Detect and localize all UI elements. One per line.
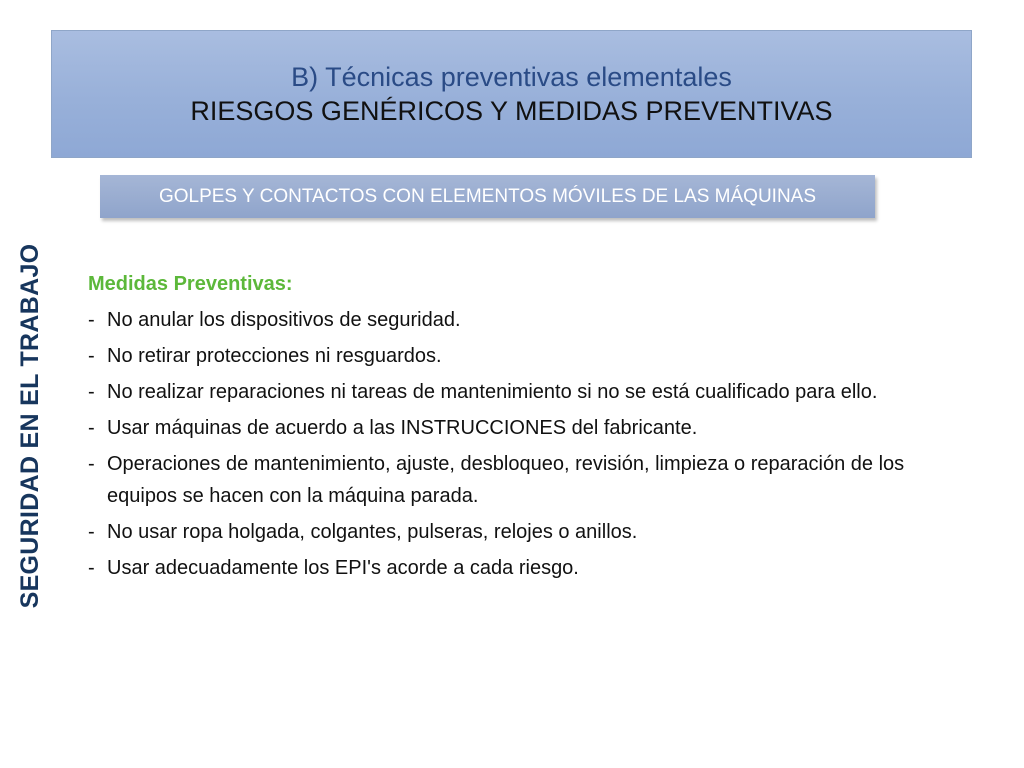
bullet-marker: - <box>88 453 95 475</box>
slide-title-secondary: RIESGOS GENÉRICOS Y MEDIDAS PREVENTIVAS <box>190 96 833 126</box>
list-item <box>88 376 918 408</box>
vertical-side-label: SEGURIDAD EN EL TRABAJO <box>16 243 44 609</box>
bullet-marker: - <box>88 521 95 543</box>
bullet-marker: - <box>88 417 95 439</box>
measures-list <box>88 304 918 584</box>
list-item-text: Usar adecuadamente los EPI's acorde a cada riesgo. <box>107 557 579 579</box>
list-item <box>88 412 918 444</box>
bullet-marker: - <box>88 345 95 367</box>
slide-title-box <box>51 30 972 158</box>
list-item-text: No retirar protecciones ni resguardos. <box>107 345 442 367</box>
list-item <box>88 340 918 372</box>
list-item <box>88 516 918 548</box>
list-item-text: No realizar reparaciones ni tareas de mantenimiento si no se está cualificado para ello. <box>107 381 878 403</box>
slide-title: B) Técnicas preventivas elementales <box>291 62 732 92</box>
bullet-marker: - <box>88 381 95 403</box>
list-item-text: Operaciones de mantenimiento, ajuste, desbloqueo, revisión, limpieza o reparación de los equipos se hacen con la máquina parada. <box>107 453 905 507</box>
bullet-marker: - <box>88 309 95 331</box>
bullet-marker: - <box>88 557 95 579</box>
list-item <box>88 304 918 336</box>
list-item <box>88 448 918 512</box>
list-item-text: Usar máquinas de acuerdo a las INSTRUCCIONES del fabricante. <box>107 417 698 439</box>
list-item-text: No usar ropa holgada, colgantes, pulseras, relojes o anillos. <box>107 521 638 543</box>
list-item <box>88 552 918 584</box>
content-area <box>88 268 918 588</box>
measures-heading: Medidas Preventivas: <box>88 273 293 295</box>
list-item-text: No anular los dispositivos de seguridad. <box>107 309 461 331</box>
section-subtitle: GOLPES Y CONTACTOS CON ELEMENTOS MÓVILES DE LAS MÁQUINAS <box>100 175 875 218</box>
